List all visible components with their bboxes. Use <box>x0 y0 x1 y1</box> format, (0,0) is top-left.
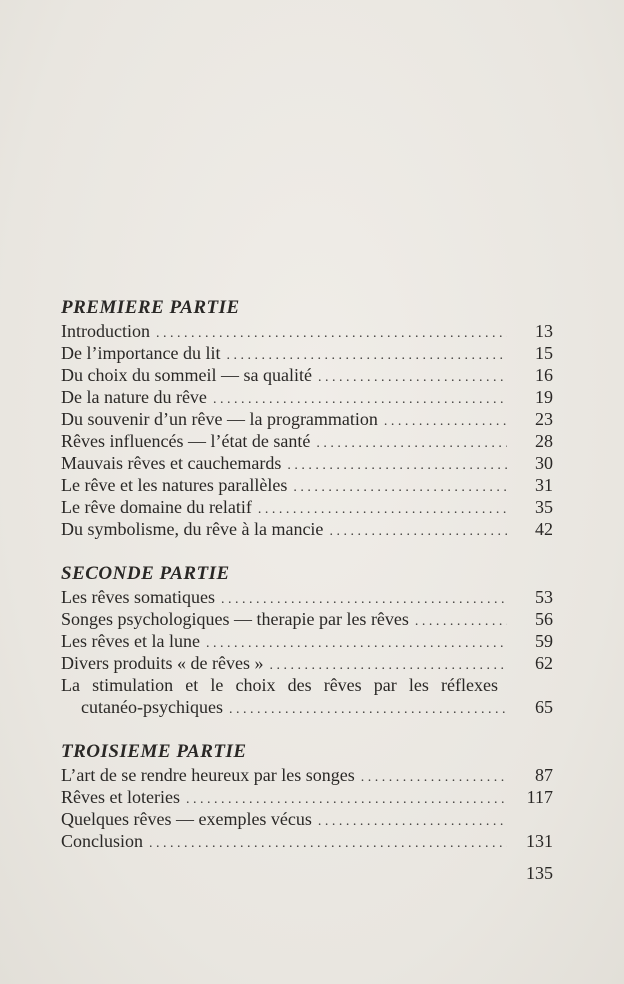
section-gap <box>61 540 553 562</box>
entry-page: 15 <box>535 343 553 363</box>
entry-page: 56 <box>535 609 553 629</box>
entry-page: 42 <box>535 519 553 539</box>
entry-title: L’art de se rendre heureux par les songes <box>61 765 355 785</box>
entry-page: 62 <box>535 653 553 673</box>
entry-title: Le rêve domaine du relatif <box>61 497 252 517</box>
section-gap <box>61 718 553 740</box>
toc-entry <box>61 496 553 518</box>
toc-entry <box>61 452 553 474</box>
leader-dots <box>287 455 507 477</box>
entry-page: 131 <box>526 831 553 851</box>
entry-title: De la nature du rêve <box>61 387 207 407</box>
entry-page: 23 <box>535 409 553 429</box>
entry-page: 117 <box>526 787 553 807</box>
toc-entry <box>61 630 553 652</box>
entry-page: 19 <box>535 387 553 407</box>
toc-entry <box>61 696 553 718</box>
entry-page: 53 <box>535 587 553 607</box>
entry-title-line2: cutanéo-psychiques <box>81 697 223 717</box>
entry-page: 59 <box>535 631 553 651</box>
entry-title: Les rêves et la lune <box>61 631 200 651</box>
toc-entry <box>61 586 553 608</box>
toc-entry <box>61 474 553 496</box>
entry-title: Rêves et loteries <box>61 787 180 807</box>
entry-title: Rêves influencés — l’état de santé <box>61 431 311 451</box>
toc-entry <box>61 430 553 452</box>
toc-entry <box>61 386 553 408</box>
entry-title: Du symbolisme, du rêve à la mancie <box>61 519 324 539</box>
entry-page: 31 <box>535 475 553 495</box>
toc-entry <box>61 518 553 540</box>
entry-title: Mauvais rêves et cauchemards <box>61 453 282 473</box>
entry-page: 35 <box>535 497 553 517</box>
leader-dots <box>316 433 507 455</box>
toc-entry <box>61 320 553 342</box>
entry-title: Divers produits « de rêves » <box>61 653 264 673</box>
entry-page: 65 <box>535 697 553 717</box>
entry-page: 87 <box>535 765 553 785</box>
entry-title: De l’importance du lit <box>61 343 221 363</box>
toc-entry <box>61 608 553 630</box>
part-heading: PREMIERE PARTIE <box>61 297 240 318</box>
toc-entry <box>61 764 553 786</box>
toc-entry <box>61 830 553 852</box>
entry-title: Introduction <box>61 321 150 341</box>
trailing-page-number: 135 <box>526 863 553 883</box>
toc-entry <box>61 652 553 674</box>
entry-title: Le rêve et les natures parallèles <box>61 475 288 495</box>
entry-title: Conclusion <box>61 831 144 851</box>
toc-entry <box>61 342 553 364</box>
toc-entry <box>61 808 553 830</box>
leader-dots <box>318 811 507 833</box>
leader-dots <box>415 611 507 633</box>
entry-page: 13 <box>535 321 553 341</box>
leader-dots <box>329 521 507 543</box>
leader-dots <box>229 699 507 721</box>
part-heading: SECONDE PARTIE <box>61 563 230 584</box>
entry-title: Les rêves somatiques <box>61 587 215 607</box>
entry-title-line1: La stimulation et le choix des rêves par les réflexes <box>61 675 498 695</box>
toc-entry <box>61 408 553 430</box>
entry-title: Du choix du sommeil — sa qualité <box>61 365 312 385</box>
leader-dots <box>293 477 507 499</box>
part-heading: TROISIEME PARTIE <box>61 741 247 762</box>
leader-dots <box>149 833 507 855</box>
table-of-contents <box>61 296 553 852</box>
entry-page: 28 <box>535 431 553 451</box>
entry-title: Songes psychologiques — therapie par les rêves <box>61 609 409 629</box>
entry-title: Du souvenir d’un rêve — la programmation <box>61 409 378 429</box>
entry-page: 16 <box>535 365 553 385</box>
leader-dots <box>384 411 507 433</box>
entry-page: 30 <box>535 453 553 473</box>
leader-dots <box>361 767 507 789</box>
entry-title: Quelques rêves — exemples vécus <box>61 809 312 829</box>
toc-entry <box>61 364 553 386</box>
leader-dots <box>318 367 507 389</box>
toc-entry <box>61 786 553 808</box>
